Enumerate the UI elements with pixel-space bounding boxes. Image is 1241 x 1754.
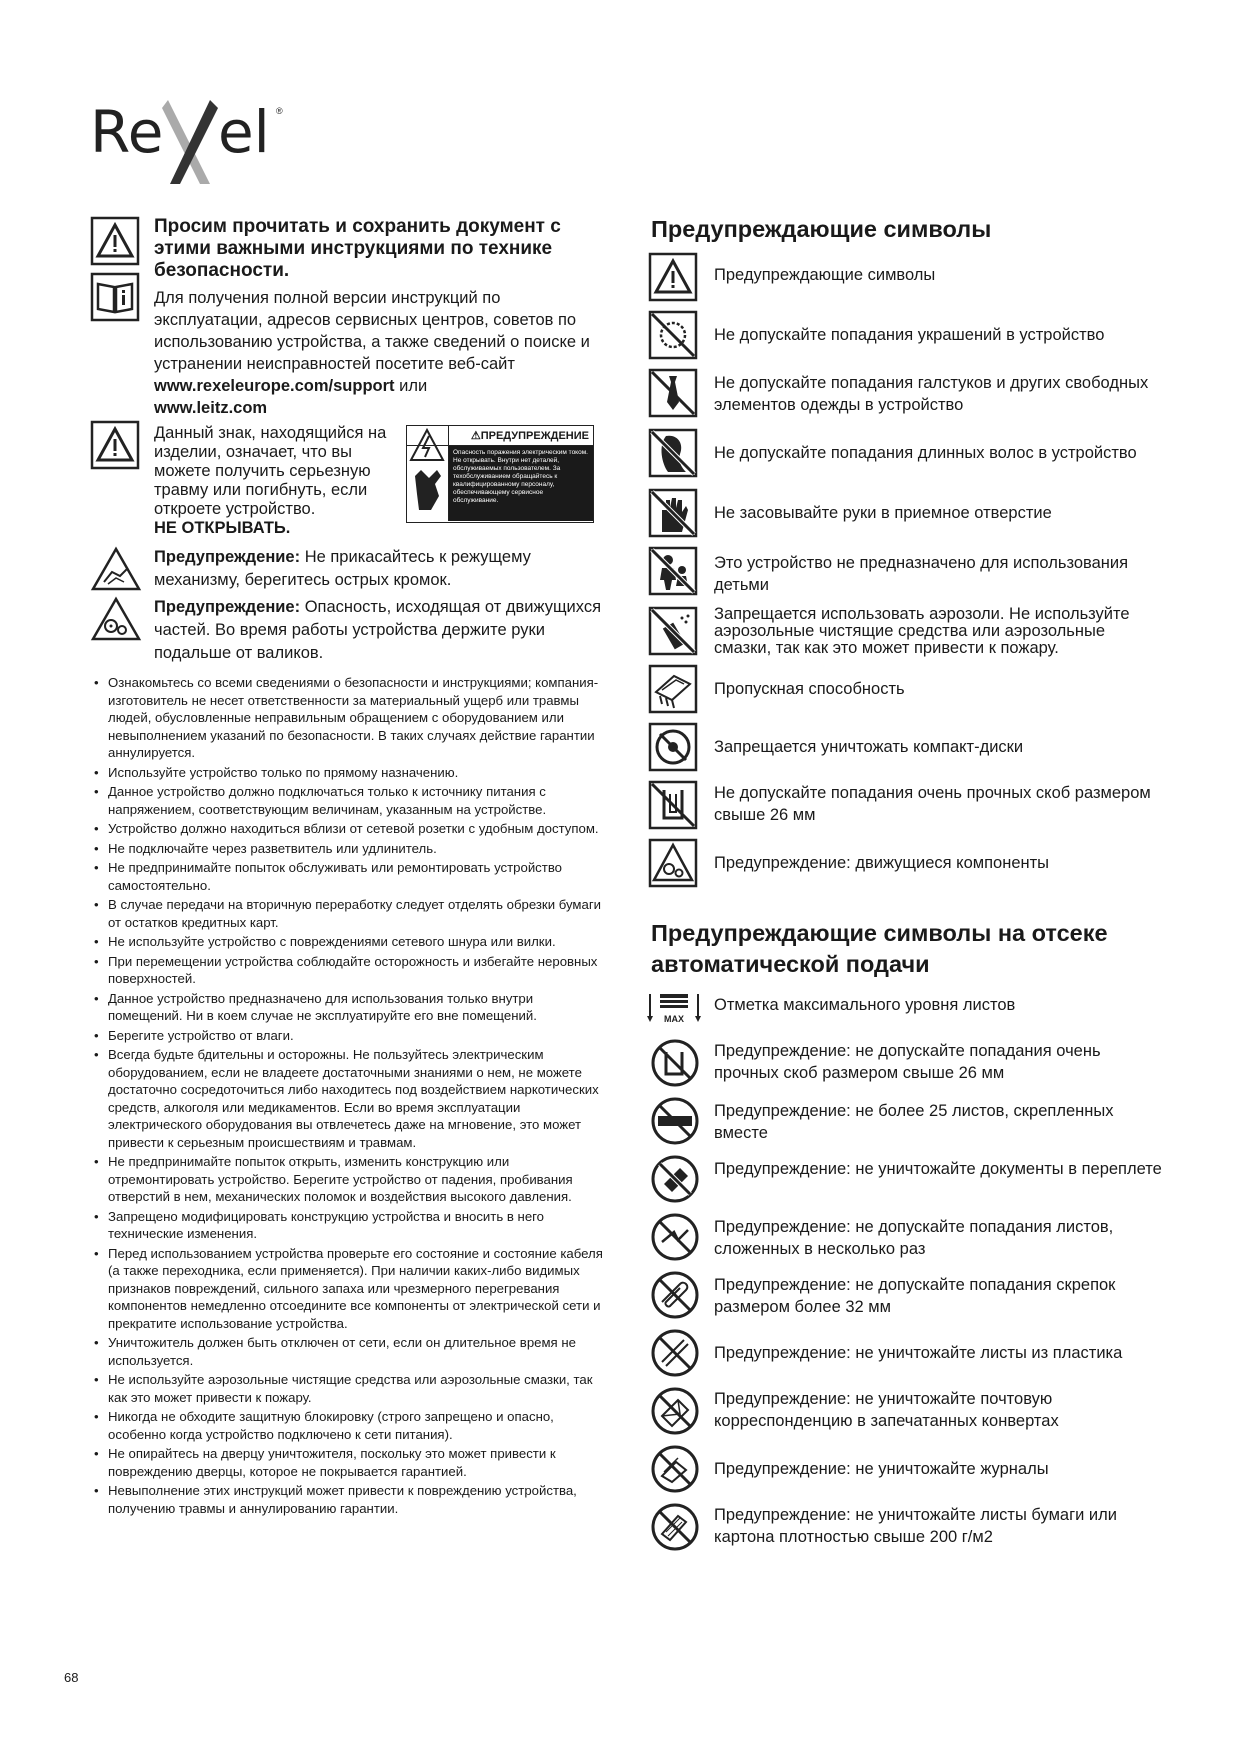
blade-warning	[154, 546, 604, 592]
logo-text-re: Re	[90, 98, 164, 166]
list-item: • Не используйте аэрозольные чистящие средства или аэрозольные смазки, так как это может привести к пожару.	[94, 1371, 606, 1406]
symbol-label: Предупреждение: не допускайте попадания скрепок размером более 32 мм	[714, 1276, 1116, 1316]
list-item: • Данное устройство предназначено для использования только внутри помещений. Ни в коем случае не эксплуатируйте его вне помещений.	[94, 990, 606, 1025]
warning-box-text: Опасность поражения электрическим током. Не открывать. Внутри нет деталей, обслуживаемых пользователем. За техобслуживанием обращайтесь к квалифицированному персоналу, обеспечивающему сервисное обслуживание.	[449, 446, 593, 521]
symbol-label: Это устройство не предназначено для использования детьми	[714, 554, 1129, 594]
symbol-label: Предупреждение: не уничтожайте документы в переплете	[714, 1160, 1162, 1178]
symbol-label: Предупреждение: не уничтожайте листы бумаги или картона плотностью свыше 200 г/м2	[714, 1506, 1117, 1546]
svg-text:®: ®	[276, 106, 283, 116]
warning-triangle-icon	[90, 216, 140, 266]
moving-parts-warning-text: Опасность, исходящая от движущихся частей. Во время работы устройства держите руки подальше от валиков.	[154, 598, 602, 662]
list-item: • Перед использованием устройства проверьте его состояние и состояние кабеля (а также переходника, если применяется). При наличии каких-либо видимых признаков повреждений, сильного запаха или чрезмерного перегревания компонентов немедленно отсоедините все компоненты от электрической сети и прекратите использование устройства.	[94, 1245, 606, 1333]
list-item: • Не опирайтесь на дверцу уничтожителя, поскольку это может привести к повреждению дверцы, которое не покрывается гарантией.	[94, 1445, 606, 1480]
warning-triangle-icon	[648, 252, 698, 302]
list-item: • Всегда будьте бдительны и осторожны. Не пользуйтесь электрическим оборудованием, если не владеете достаточными знаниями о нем, не можете достаточно сосредоточиться либо находитесь под воздействием наркотических средств, алкоголя или медикаментов. Если во время эксплуатации электрического оборудования вы отвлечетесь даже на мгновение, это может привести к серьезным происшествиям и травмам.	[94, 1046, 606, 1151]
list-item: • В случае передачи на вторичную переработку следует отделять обрезки бумаги от остатков кредитных карт.	[94, 896, 606, 931]
cut-hazard-icon	[90, 546, 142, 592]
no-cd-icon	[648, 722, 698, 772]
rexel-logo-mark	[90, 92, 300, 192]
no-large-clips-icon	[650, 1270, 700, 1320]
symbol-label: Предупреждение: не уничтожайте журналы	[714, 1460, 1049, 1478]
rexel-logo	[90, 92, 300, 192]
list-item: • Устройство должно находиться вблизи от сетевой розетки с удобным доступом.	[94, 820, 606, 838]
symbol-label: Не допускайте попадания длинных волос в устройство	[714, 444, 1137, 462]
list-item: • Ознакомьтесь со всеми сведениями о безопасности и инструкциями; компания-изготовитель не несет ответственности за материальный ущерб или травмы людей, обусловленные неправильным обращением с оборудованием или невыполнением указаний по безопасности. В таких случаях действие гарантии аннулируется.	[94, 674, 606, 762]
no-aerosol-icon	[648, 606, 698, 656]
list-item: • Данное устройство должно подключаться только к источнику питания с напряжением, соответствующим величинам, указанным на устройстве.	[94, 783, 606, 818]
no-tie-icon	[648, 368, 698, 418]
symbol-label: Отметка максимального уровня листов	[714, 996, 1016, 1014]
symbol-label: Пропускная способность	[714, 680, 905, 698]
no-magazines-icon	[650, 1444, 700, 1494]
no-heavy-staples-icon	[648, 780, 698, 830]
warning-label: Предупреждение:	[154, 548, 301, 566]
no-plastic-sheets-icon	[650, 1328, 700, 1378]
list-item: • При перемещении устройства соблюдайте осторожность и избегайте неровных поверхностей.	[94, 953, 606, 988]
list-item: • Невыполнение этих инструкций может привести к повреждению устройства, получению травмы и аннулированию гарантии.	[94, 1482, 606, 1517]
support-link[interactable]: www.rexeleurope.com/support	[154, 377, 395, 395]
leitz-link[interactable]: www.leitz.com	[154, 399, 268, 417]
symbol-label: Предупреждение: не уничтожайте листы из пластика	[714, 1344, 1123, 1362]
page-number: 68	[64, 1670, 79, 1685]
no-long-hair-icon	[648, 428, 698, 478]
intro-body-text: Для получения полной версии инструкций по эксплуатации, адресов сервисных центров, советов по использованию устройства, а также сведений о поиске и устранении неисправностей посетите веб-сайт	[154, 289, 590, 373]
list-item: • Запрещено модифицировать конструкцию устройства и вносить в него технические изменения.	[94, 1208, 606, 1243]
intro-heading: Просим прочитать и сохранить документ с этими важными инструкциями по технике безопасности.	[154, 216, 561, 281]
do-not-open-label: НЕ ОТКРЫВАТЬ.	[154, 519, 291, 537]
no-folded-sheets-icon	[650, 1212, 700, 1262]
electric-warning-label	[406, 425, 594, 523]
symbol-label: Не засовывайте руки в приемное отверстие	[714, 504, 1052, 522]
warning-box-title: ⚠ПРЕДУПРЕЖДЕНИЕ	[407, 426, 593, 446]
symbol-label: Предупреждение: не уничтожайте почтовую корреспонденцию в запечатанных конвертах	[714, 1390, 1059, 1430]
no-children-icon	[648, 546, 698, 596]
list-item: • Никогда не обходите защитную блокировку (строго запрещено и опасно, особенно когда устройство подключено к сети питания).	[94, 1408, 606, 1443]
list-item: • Не используйте устройство с повреждениями сетевого шнура или вилки.	[94, 933, 606, 951]
no-jewelry-icon	[648, 310, 698, 360]
symbols-section-title: Предупреждающие символы	[651, 216, 992, 242]
symbol-label: Не допускайте попадания украшений в устройство	[714, 326, 1105, 344]
warning-triangle-icon	[90, 420, 140, 470]
danger-sign-text	[154, 424, 394, 538]
list-item: • Не подключайте через разветвитель или удлинитель.	[94, 840, 606, 858]
no-heavy-cardboard-icon	[650, 1502, 700, 1552]
shredding-capacity-icon	[648, 664, 698, 714]
no-hands-icon	[648, 488, 698, 538]
list-item: • Берегите устройство от влаги.	[94, 1027, 606, 1045]
moving-parts-icon	[648, 838, 698, 888]
max-level-icon	[646, 990, 702, 1026]
symbol-label: Не допускайте попадания очень прочных скоб размером свыше 26 мм	[714, 784, 1151, 824]
warning-label: Предупреждение:	[154, 598, 301, 616]
auto-feed-section-title: Предупреждающие символы на отсеке автоматической подачи	[651, 920, 1108, 977]
list-item: • Уничтожитель должен быть отключен от сети, если он длительное время не используется.	[94, 1334, 606, 1369]
safety-instructions-list	[94, 674, 606, 1519]
blade-warning-text: Не прикасайтесь к режущему механизму, берегитесь острых кромок.	[154, 548, 531, 589]
max-label: MAX	[664, 1014, 684, 1024]
read-manual-icon	[90, 272, 140, 322]
moving-parts-warning	[154, 596, 604, 665]
symbol-label: Предупреждающие символы	[714, 266, 936, 284]
danger-sign-description: Данный знак, находящийся на изделии, означает, что вы можете получить серьезную травму или погибнуть, если откроете устройство.	[154, 424, 387, 518]
list-item: • Не предпринимайте попыток открыть, изменить конструкцию или отремонтировать устройство. Берегите устройство от падения, пробивания отверстий в нем, механических поломок и воздействия высокого давления.	[94, 1153, 606, 1206]
intro-body-or: или	[394, 377, 428, 395]
list-item: • Не предпринимайте попыток обслуживать или ремонтировать устройство самостоятельно.	[94, 859, 606, 894]
intro-body	[154, 287, 594, 419]
sheets-stapled-limit-icon	[650, 1096, 700, 1146]
symbol-label: Предупреждение: не допускайте попадания листов, сложенных в несколько раз	[714, 1218, 1114, 1258]
symbol-label: Предупреждение: не более 25 листов, скрепленных вместе	[714, 1102, 1114, 1142]
list-item: • Используйте устройство только по прямому назначению.	[94, 764, 606, 782]
symbol-label: Запрещается уничтожать компакт-диски	[714, 738, 1024, 756]
moving-parts-icon	[90, 596, 142, 642]
symbol-label: Запрещается использовать аэрозоли. Не используйте аэрозольные чистящие средства или аэрозольные смазки, так как это может привести к пожару.	[714, 605, 1130, 657]
logo-text-el: el	[218, 98, 270, 166]
no-heavy-staples-circle-icon	[650, 1038, 700, 1088]
no-sealed-envelopes-icon	[650, 1386, 700, 1436]
symbol-label: Предупреждение: движущиеся компоненты	[714, 854, 1050, 872]
symbol-label: Предупреждение: не допускайте попадания очень прочных скоб размером свыше 26 мм	[714, 1042, 1101, 1082]
no-bound-documents-icon	[650, 1154, 700, 1204]
symbol-label: Не допускайте попадания галстуков и других свободных элементов одежды в устройство	[714, 374, 1149, 414]
